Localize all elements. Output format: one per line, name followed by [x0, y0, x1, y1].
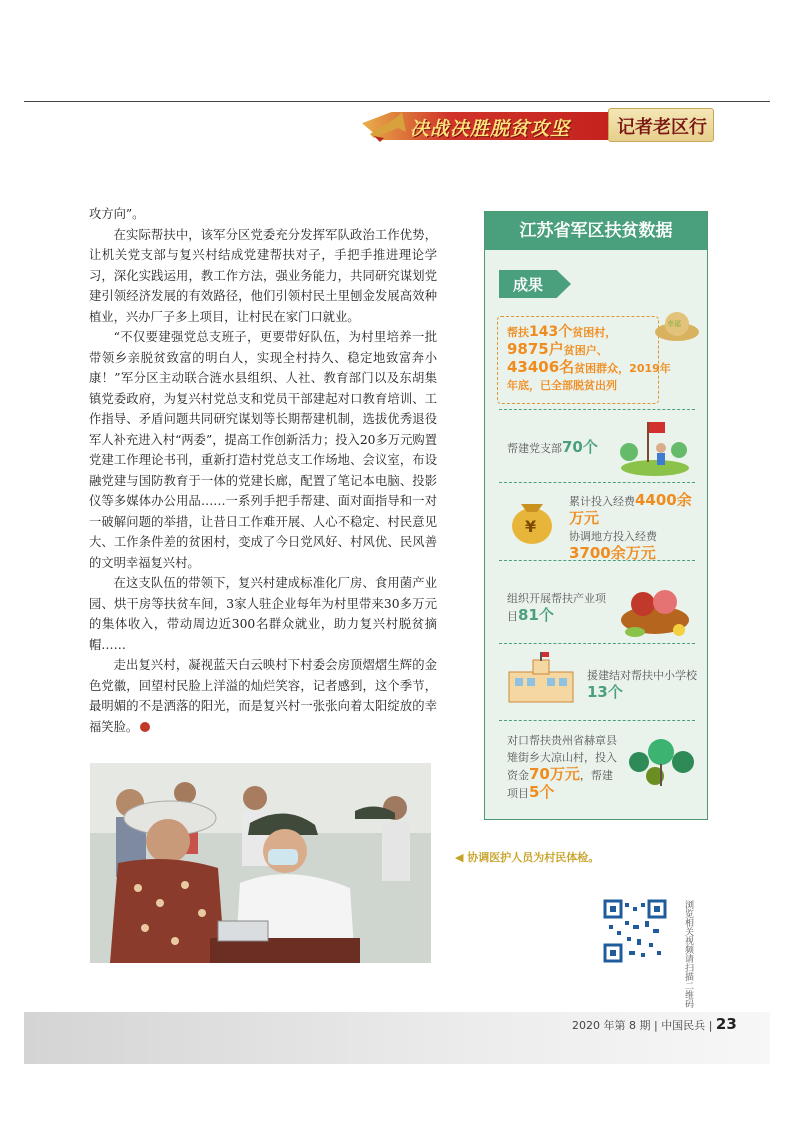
- money-bag-icon: [503, 490, 561, 546]
- item4-text: [507, 590, 607, 625]
- item6-label1: 对口帮扶贵州省赫章县雉街乡大凉山村，投入资金: [507, 734, 617, 782]
- trumpet-icon: [366, 108, 412, 142]
- footer-separator: |: [653, 1019, 662, 1032]
- item4-num: 81个: [518, 606, 554, 624]
- article-paragraph: 攻方向”。: [89, 207, 145, 221]
- photo-caption: ◀ 协调医护人员为村民体检。: [455, 851, 600, 864]
- divider: [499, 720, 695, 721]
- item1-mid2: 贫困户、: [563, 344, 608, 357]
- item1-suffix: 贫困群众，2019年年底，已全部脱贫出列: [507, 362, 671, 392]
- article-paragraph-last: [89, 655, 437, 737]
- produce-basket-icon: [613, 576, 697, 640]
- item3-label2: 协调地方投入经费: [569, 530, 657, 543]
- page-number: 23: [715, 1015, 737, 1033]
- qr-code-icon[interactable]: [603, 899, 667, 963]
- article-paragraph-text: 走出复兴村，凝视蓝天白云映村下村委会房顶熠熠生辉的金色党徽，回望村民脸上洋溢的灿烂笑容，记者感到，这个季节，最明媚的不是洒落的阳光，而是复兴村一张张向着太阳绽放的幸福笑脸。: [89, 658, 437, 734]
- panel-title: 江苏省军区扶贫数据: [485, 212, 707, 250]
- divider: [499, 560, 695, 561]
- end-mark-icon: [140, 722, 150, 732]
- banner-title: 决战决胜脱贫攻坚: [410, 118, 571, 140]
- school-building-icon: [503, 652, 579, 706]
- item3-text: [569, 492, 699, 563]
- article-paragraph: 在实际帮扶中，该军分区党委充分发挥军队政治工作优势，让机关党支部与复兴村结成党建帮扶对子，手把手推进理论学习，深化实践运用，教工作方法，强业务能力，共同研究谋划党建引领经济发展的有效路径，他们引领村民土里刨金发展高效种植业，兴办厂子多上项目，让村民在家门口就业。: [89, 227, 437, 324]
- item2-text: [507, 439, 598, 457]
- item3-num1: 4400余万元: [569, 491, 692, 527]
- footer-separator: |: [708, 1019, 716, 1032]
- divider: [499, 482, 695, 483]
- qr-instruction: 浏览相关视频请扫描二维码: [683, 900, 693, 1008]
- divider: [499, 409, 695, 410]
- item1-prefix: 帮扶: [507, 326, 529, 339]
- top-rule: [24, 101, 770, 102]
- item1-num3: 43406名: [507, 358, 575, 376]
- item1-num1: 143个: [529, 324, 573, 340]
- item5-label: 援建结对帮扶中小学校: [587, 669, 697, 682]
- item5-num: 13个: [587, 683, 623, 701]
- column-title: 记者老区行: [617, 117, 707, 138]
- item3-label1: 累计投入经费: [569, 495, 635, 508]
- item4-label: 组织开展帮扶产业项目: [507, 592, 606, 623]
- trees-icon: [625, 736, 697, 788]
- hat-text: 幸福: [667, 320, 681, 328]
- item5-text: [587, 667, 697, 702]
- party-flag-icon: [619, 412, 691, 476]
- issue-label: 2020 年第 8 期: [572, 1019, 651, 1032]
- item6-num2: 5个: [529, 783, 555, 801]
- item2-num: 70个: [562, 438, 598, 456]
- item1-num2: 9875户: [507, 340, 564, 358]
- section-banner: [362, 108, 608, 142]
- divider: [499, 643, 695, 644]
- item3-num2: 3700余万元: [569, 544, 656, 562]
- item1-mid1: 贫困村，: [572, 326, 617, 339]
- column-badge: [608, 108, 714, 142]
- svg-text:¥: ¥: [525, 517, 537, 536]
- straw-hat-icon: [653, 304, 701, 346]
- item6-text: [507, 732, 619, 802]
- magazine-name: 中国民兵: [661, 1019, 706, 1032]
- footer: [572, 1015, 737, 1033]
- poverty-data-panel: [484, 211, 708, 820]
- item2-label: 帮建党支部: [507, 442, 562, 455]
- medical-checkup-photo: [90, 763, 431, 963]
- item6-label2: ，帮建项目: [507, 769, 613, 800]
- article-body: [89, 204, 437, 737]
- photo-illustration: [90, 763, 431, 963]
- results-tag-label: 成果: [513, 276, 544, 294]
- results-tag: [499, 270, 571, 298]
- article-paragraph: “不仅要建强党总支班子，更要带好队伍，为村里培养一批带领乡亲脱贫致富的明白人，实现全村持久、稳定地致富奔小康！”军分区主动联合涟水县组织、人社、教育部门以及东胡集镇党委政府，为复兴村党总支和党员干部建起对口教育培训、工作指导、矛盾问题共同研究谋划等长期帮建机制，选拔优秀退役军人补充进入村“两委”，提高工作创新活力；投入20多万元购置党建工作理论书刊，重新打造村党总支工作场地、会议室，布设融党建与国防教育于一体的党建长廊，配置了笔记本电脑、投影仪等多媒体办公用品……一系列手把手帮建、面对面指导和一对一破解问题的举措，让昔日工作难开展、人心不稳定、村民意见大、工作条件差的贫困村，变成了今日党风好、村风优、民风善的文明幸福复兴村。: [89, 330, 437, 570]
- item6-num1: 70万元: [529, 765, 580, 783]
- item1-text: [507, 324, 677, 394]
- article-paragraph: 在这支队伍的带领下，复兴村建成标准化厂房、食用菌产业园、烘干房等扶贫车间，3家人驻企业每年为村里带来30多万元的集体收入，带动周边近300名群众就业，助力复兴村脱贫摘帽……: [89, 576, 437, 652]
